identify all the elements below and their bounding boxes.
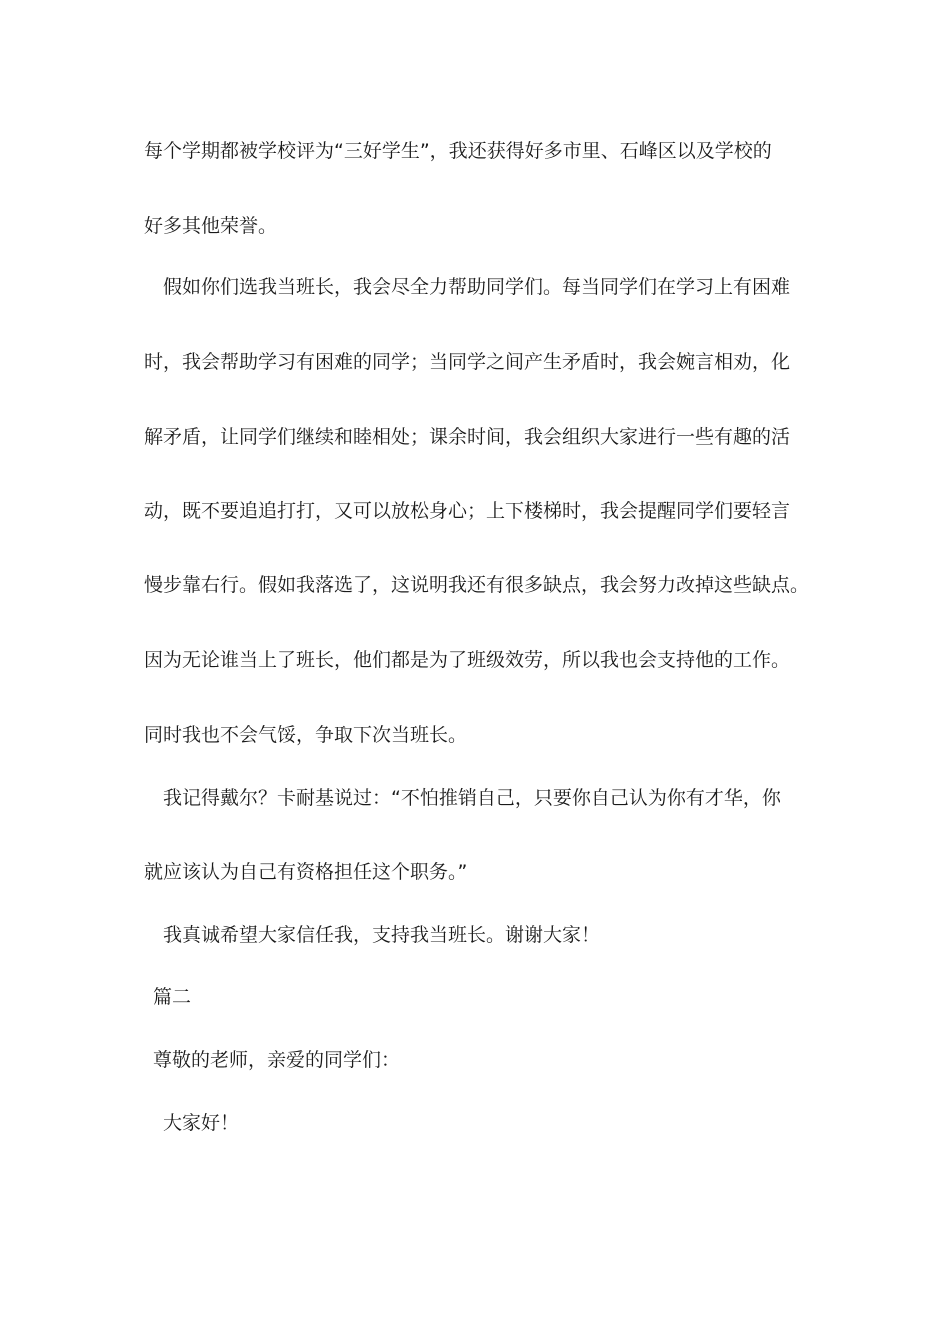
greeting-line: 大家好！ — [163, 1112, 240, 1134]
salutation-line: 尊敬的老师，亲爱的同学们： — [153, 1049, 401, 1071]
paragraph-line: 假如你们选我当班长，我会尽全力帮助同学们。每当同学们在学习上有困难 — [163, 276, 791, 298]
paragraph-line: 每个学期都被学校评为“三好学生”，我还获得好多市里、石峰区以及学校的 — [144, 140, 772, 162]
paragraph-line: 我记得戴尔？卡耐基说过：“不怕推销自己，只要你自己认为你有才华，你 — [163, 787, 781, 809]
paragraph-line: 就应该认为自己有资格担任这个职务。” — [144, 861, 468, 883]
paragraph-line: 因为无论谁当上了班长，他们都是为了班级效劳，所以我也会支持他的工作。 — [144, 649, 791, 671]
paragraph-line: 时，我会帮助学习有困难的同学；当同学之间产生矛盾时，我会婉言相劝，化 — [144, 351, 791, 373]
paragraph-line: 好多其他荣誉。 — [144, 215, 278, 237]
paragraph-line: 解矛盾，让同学们继续和睦相处；课余时间，我会组织大家进行一些有趣的活 — [144, 426, 791, 448]
paragraph-line: 慢步靠右行。假如我落选了，这说明我还有很多缺点，我会努力改掉这些缺点。 — [144, 574, 810, 596]
paragraph-line: 同时我也不会气馁，争取下次当班长。 — [144, 724, 468, 746]
section-heading: 篇二 — [153, 986, 192, 1008]
paragraph-line: 我真诚希望大家信任我，支持我当班长。谢谢大家！ — [163, 924, 601, 946]
paragraph-line: 动，既不要追追打打，又可以放松身心；上下楼梯时，我会提醒同学们要轻言 — [144, 500, 791, 522]
